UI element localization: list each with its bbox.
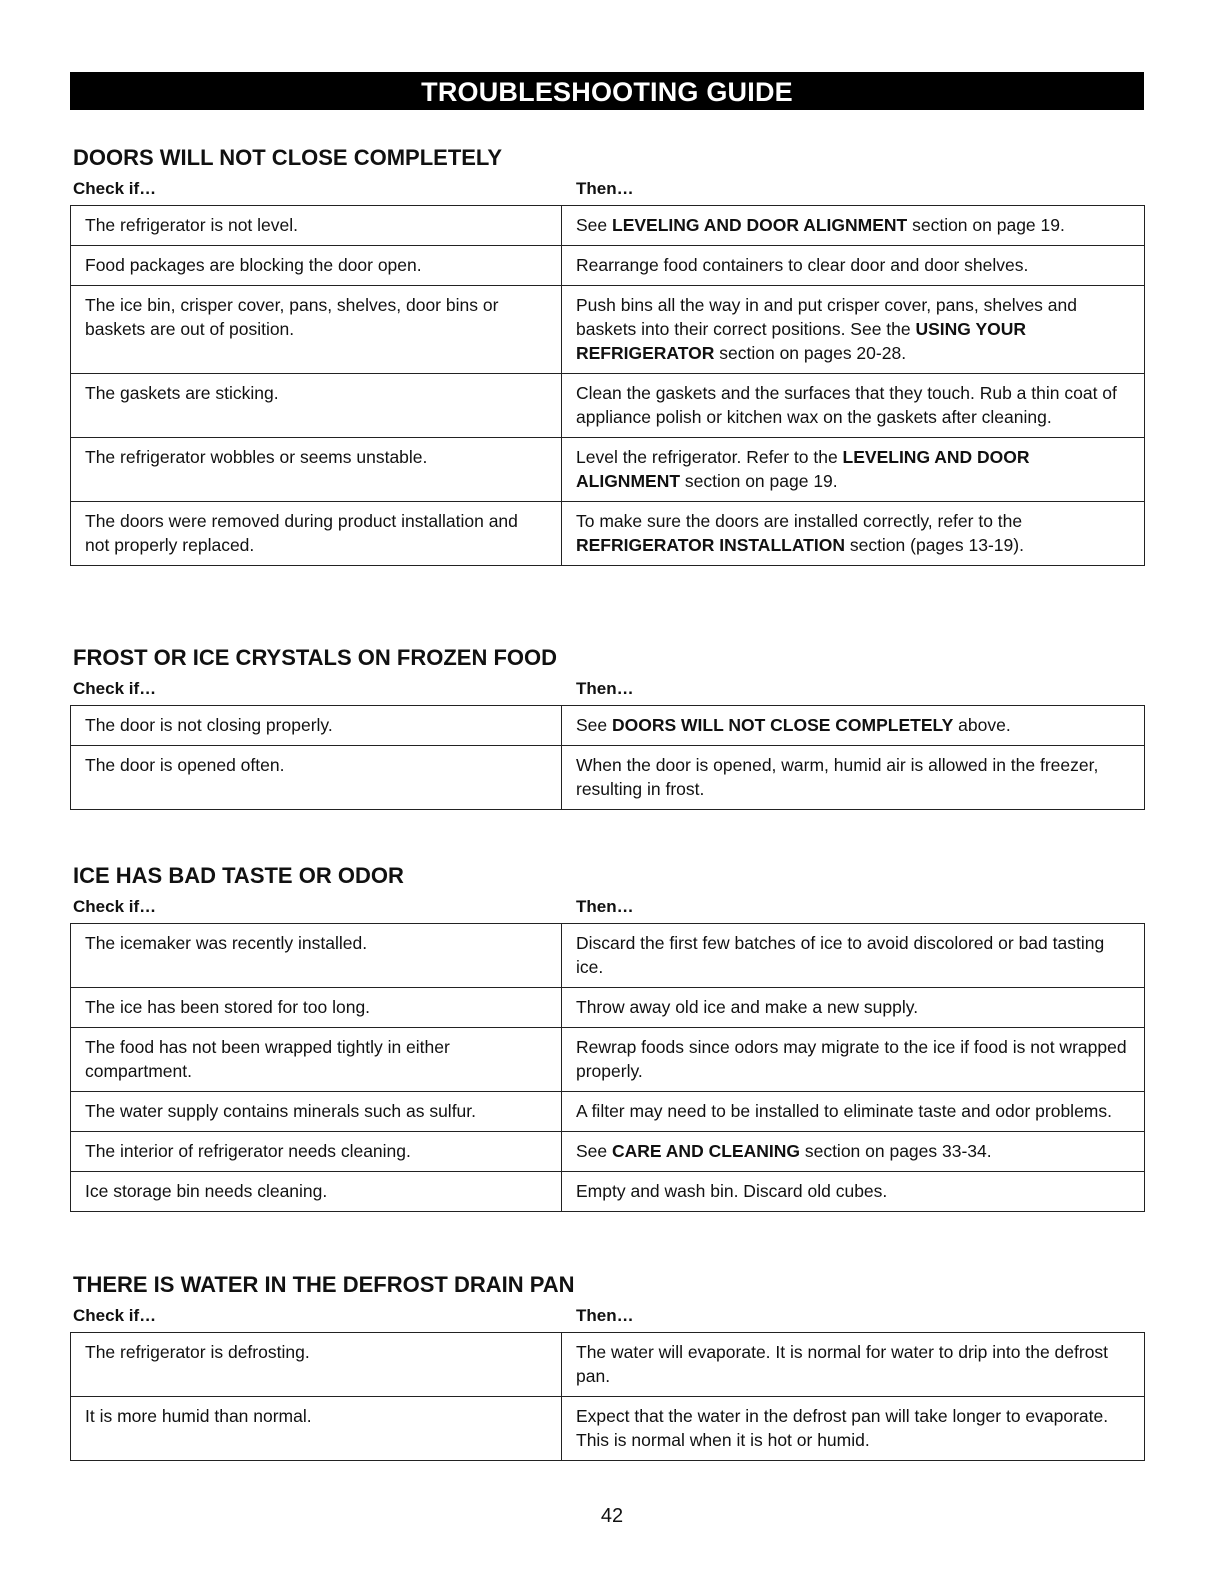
check-if-header: Check if… — [73, 1306, 157, 1325]
table-row — [71, 1172, 1145, 1212]
then-cell — [562, 374, 1145, 438]
then-header: Then… — [576, 679, 634, 698]
then-text: Rewrap foods since odors may migrate to the ice if food is not wrapped properly. — [576, 1037, 1127, 1081]
check-if-header: Check if… — [73, 179, 157, 198]
then-text: section on page 19. — [680, 471, 838, 491]
then-header: Then… — [576, 897, 634, 916]
table-row — [71, 502, 1145, 566]
page-banner: TROUBLESHOOTING GUIDE — [70, 72, 1144, 110]
troubleshooting-table — [70, 923, 1145, 1212]
then-reference: LEVELING AND DOOR ALIGNMENT — [576, 447, 1030, 491]
check-cell: The water supply contains minerals such as sulfur. — [71, 1092, 562, 1132]
check-cell: Food packages are blocking the door open. — [71, 246, 562, 286]
table-row — [71, 1333, 1145, 1397]
then-text: Expect that the water in the defrost pan will take longer to evaporate. This is normal when it is hot or humid. — [576, 1406, 1109, 1450]
then-text: Throw away old ice and make a new supply. — [576, 997, 919, 1017]
check-cell: The icemaker was recently installed. — [71, 924, 562, 988]
then-text: See — [576, 1141, 612, 1161]
check-cell: The door is not closing properly. — [71, 706, 562, 746]
then-reference: CARE AND CLEANING — [612, 1141, 800, 1161]
table-row — [71, 988, 1145, 1028]
troubleshooting-table — [70, 705, 1145, 810]
table-row — [71, 746, 1145, 810]
check-if-header: Check if… — [73, 897, 157, 916]
section-doors — [70, 143, 1144, 566]
check-cell: The food has not been wrapped tightly in either compartment. — [71, 1028, 562, 1092]
then-cell — [562, 1397, 1145, 1461]
table-row — [71, 1092, 1145, 1132]
then-text: Rearrange food containers to clear door and door shelves. — [576, 255, 1029, 275]
then-cell — [562, 206, 1145, 246]
check-cell: Ice storage bin needs cleaning. — [71, 1172, 562, 1212]
table-row — [71, 1397, 1145, 1461]
check-cell: The ice bin, crisper cover, pans, shelves, door bins or baskets are out of position. — [71, 286, 562, 374]
column-headers — [70, 1300, 1144, 1332]
then-cell — [562, 1132, 1145, 1172]
check-cell: The interior of refrigerator needs cleaning. — [71, 1132, 562, 1172]
table-row — [71, 286, 1145, 374]
then-text: When the door is opened, warm, humid air is allowed in the freezer, resulting in frost. — [576, 755, 1099, 799]
column-headers — [70, 891, 1144, 923]
then-text: Empty and wash bin. Discard old cubes. — [576, 1181, 888, 1201]
check-cell: The doors were removed during product installation and not properly replaced. — [71, 502, 562, 566]
check-if-header: Check if… — [73, 679, 157, 698]
then-cell — [562, 1092, 1145, 1132]
then-text: section (pages 13-19). — [844, 535, 1024, 555]
then-text: Level the refrigerator. Refer to the — [576, 447, 843, 467]
check-cell: The ice has been stored for too long. — [71, 988, 562, 1028]
section-defrost-water — [70, 1270, 1144, 1461]
section-ice-taste — [70, 861, 1144, 1212]
then-text: The water will evaporate. It is normal for water to drip into the defrost pan. — [576, 1342, 1109, 1386]
then-text: Clean the gaskets and the surfaces that they touch. Rub a thin coat of appliance polish or kitchen wax on the gaskets after cleaning. — [576, 383, 1117, 427]
table-row — [71, 1132, 1145, 1172]
then-cell — [562, 438, 1145, 502]
then-cell — [562, 924, 1145, 988]
check-cell: The refrigerator is not level. — [71, 206, 562, 246]
troubleshooting-table — [70, 1332, 1145, 1461]
check-cell: It is more humid than normal. — [71, 1397, 562, 1461]
then-text: Discard the first few batches of ice to avoid discolored or bad tasting ice. — [576, 933, 1105, 977]
section-frost — [70, 643, 1144, 810]
troubleshooting-table — [70, 205, 1145, 566]
then-text: above. — [953, 715, 1011, 735]
then-header: Then… — [576, 179, 634, 198]
section-title: ICE HAS BAD TASTE OR ODOR — [73, 863, 404, 888]
table-row — [71, 1028, 1145, 1092]
section-title: THERE IS WATER IN THE DEFROST DRAIN PAN — [73, 1272, 575, 1297]
check-cell: The refrigerator is defrosting. — [71, 1333, 562, 1397]
check-cell: The gaskets are sticking. — [71, 374, 562, 438]
then-cell — [562, 746, 1145, 810]
then-reference: REFRIGERATOR INSTALLATION — [576, 535, 845, 555]
then-text: section on page 19. — [907, 215, 1065, 235]
then-text: Push bins all the way in and put crisper cover, pans, shelves and baskets into their correct positions. See the — [576, 295, 1077, 339]
then-text: section on pages 33-34. — [799, 1141, 992, 1161]
then-header: Then… — [576, 1306, 634, 1325]
then-text: A filter may need to be installed to eliminate taste and odor problems. — [576, 1101, 1112, 1121]
then-cell — [562, 988, 1145, 1028]
then-text: See — [576, 215, 612, 235]
then-reference: DOORS WILL NOT CLOSE COMPLETELY — [612, 715, 954, 735]
then-cell — [562, 1333, 1145, 1397]
then-text: To make sure the doors are installed correctly, refer to the — [576, 511, 1023, 531]
table-row — [71, 206, 1145, 246]
section-title: DOORS WILL NOT CLOSE COMPLETELY — [73, 145, 503, 170]
then-reference: USING YOUR REFRIGERATOR — [576, 319, 1027, 363]
check-cell: The door is opened often. — [71, 746, 562, 810]
table-row — [71, 706, 1145, 746]
then-cell — [562, 706, 1145, 746]
page-number: 42 — [600, 1505, 624, 1527]
section-title: FROST OR ICE CRYSTALS ON FROZEN FOOD — [73, 645, 557, 670]
then-cell — [562, 286, 1145, 374]
then-cell — [562, 1028, 1145, 1092]
then-cell — [562, 1172, 1145, 1212]
column-headers — [70, 173, 1144, 205]
column-headers — [70, 673, 1144, 705]
check-cell: The refrigerator wobbles or seems unstable. — [71, 438, 562, 502]
then-cell — [562, 246, 1145, 286]
then-cell — [562, 502, 1145, 566]
table-row — [71, 924, 1145, 988]
table-row — [71, 438, 1145, 502]
then-reference: LEVELING AND DOOR ALIGNMENT — [612, 215, 908, 235]
table-row — [71, 374, 1145, 438]
table-row — [71, 246, 1145, 286]
then-text: section on pages 20-28. — [714, 343, 907, 363]
then-text: See — [576, 715, 612, 735]
